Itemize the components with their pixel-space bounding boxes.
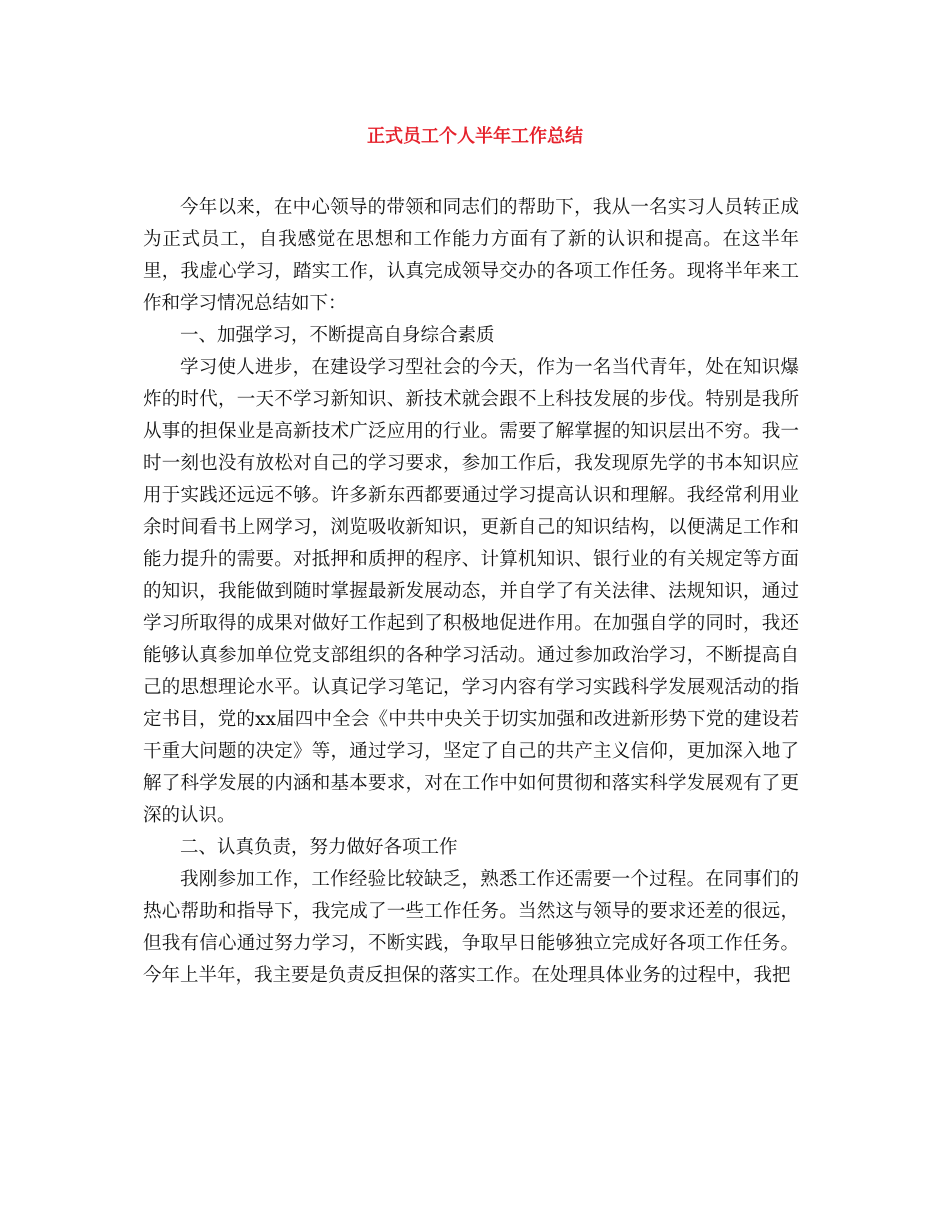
document-body	[143, 192, 799, 992]
intro-paragraph: 今年以来，在中心领导的带领和同志们的帮助下，我从一名实习人员转正成为正式员工，自我感觉在思想和工作能力方面有了新的认识和提高。在这半年里，我虚心学习，踏实工作，认真完成领导交办的各项工作任务。现将半年来工作和学习情况总结如下：	[143, 197, 799, 314]
document-title: 正式员工个人半年工作总结	[367, 126, 583, 147]
section-1-paragraph: 学习使人进步，在建设学习型社会的今天，作为一名当代青年，处在知识爆炸的时代，一天不学习新知识、新技术就会跟不上科技发展的步伐。特别是我所从事的担保业是高新技术广泛应用的行业。需要了解掌握的知识层出不穷。我一时一刻也没有放松对自己的学习要求，参加工作后，我发现原先学的书本知识应用于实践还远远不够。许多新东西都要通过学习提高认识和理解。我经常利用业余时间看书上网学习，浏览吸收新知识，更新自己的知识结构，以便满足工作和能力提升的需要。对抵押和质押的程序、计算机知识、银行业的有关规定等方面的知识，我能做到随时掌握最新发展动态，并自学了有关法律、法规知识，通过学习所取得的成果对做好工作起到了积极地促进作用。在加强自学的同时，我还能够认真参加单位党支部组织的各种学习活动。通过参加政治学习，不断提高自己的思想理论水平。认真记学习笔记，学习内容有学习实践科学发展观活动的指定书目，党的xx届四中全会《中共中央关于切实加强和改进新形势下党的建设若干重大问题的决定》等，通过学习，坚定了自己的共产主义信仰，更加深入地了解了科学发展的内涵和基本要求，对在工作中如何贯彻和落实科学发展观有了更深的认识。	[143, 357, 799, 826]
section-2-paragraph: 我刚参加工作，工作经验比较缺乏，熟悉工作还需要一个过程。在同事们的热心帮助和指导下，我完成了一些工作任务。当然这与领导的要求还差的很远，但我有信心通过努力学习，不断实践，争取早日能够独立完成好各项工作任务。今年上半年，我主要是负责反担保的落实工作。在处理具体业务的过程中，我把	[143, 869, 799, 986]
section-heading-2: 二、认真负责，努力做好各项工作	[180, 837, 458, 858]
section-heading-1: 一、加强学习，不断提高自身综合素质	[180, 325, 495, 346]
